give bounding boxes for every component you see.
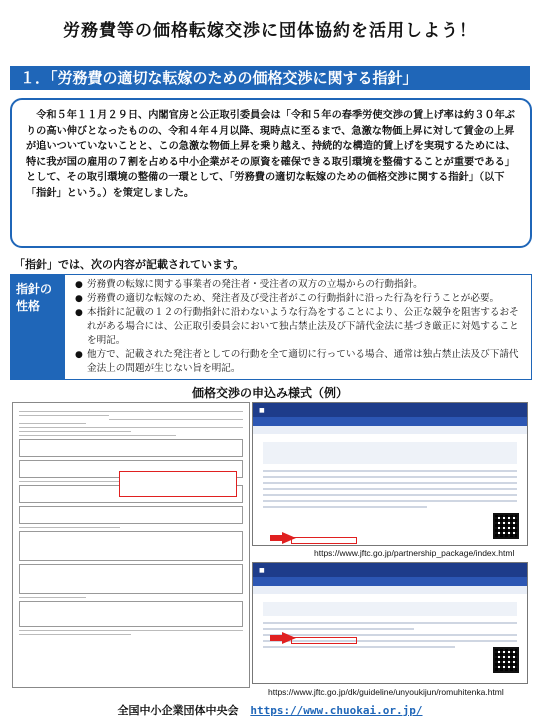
- footer-link[interactable]: https://www.chuokai.or.jp/: [250, 704, 423, 717]
- lead-text: 「指針」では、次の内容が記載されています。: [14, 258, 245, 271]
- intro-text: 令和５年１１月２９日、内閣官房と公正取引委員会は「令和５年の春季労使交渉の賃上げ率は約３０年ぶりの高い伸びとなったものの、令和４年４月以降、現時点に至るまで、急激な物価上昇に対して賃金の上昇が追いついていないことと、この急激な物価上昇を乗り越え、持続的な構造的賃上げを実現するためには、特に我が国の雇用の７割を占める中小企業がその原資を確保できる取引環境を整備することが重要である」として、その取引環境の整備の一環として、「労務費の適切な転嫁のための価格交渉に関する指針」（以下「指針」という。）を策定しました。: [26, 110, 516, 199]
- jftc-screenshot-1: [252, 402, 528, 546]
- highlight-box: [291, 637, 357, 644]
- form-caption: 価格交渉の申込み様式（例）: [191, 386, 348, 400]
- jftc-logo: ■: [259, 406, 265, 414]
- red-arrow-icon: [282, 532, 296, 544]
- red-arrow-icon: [282, 632, 296, 644]
- list-item: ● 労務費の適切な転嫁のため、発注者及び受注者がこの行動指針に沿った行為を行うことが必要。: [75, 292, 525, 306]
- guideline-header: 指針の性格: [11, 275, 65, 379]
- footer: [0, 702, 540, 718]
- jftc-screenshot-2: [252, 562, 528, 684]
- guideline-table: [10, 274, 532, 380]
- qr-code-icon: [493, 513, 519, 539]
- form-annotation: [119, 471, 237, 497]
- list-item: ● 労務費の転嫁に関する事業者の発注者・受注者の双方の立場からの行動指針。: [75, 278, 525, 292]
- qr-code-icon: [493, 647, 519, 673]
- intro-box: [10, 98, 532, 248]
- url-link[interactable]: https://www.jftc.go.jp/partnership_package/index.html: [314, 548, 515, 558]
- footer-org: 全国中小企業団体中央会: [117, 704, 239, 717]
- form-example-image: [12, 402, 250, 688]
- list-item: ● 本指針に記載の１２の行動指針に沿わないような行為をすることにより、公正な競争を阻害するおそれがある場合には、公正取引委員会において独占禁止法及び下請代金法に基づき厳正に対処することを明記。: [75, 306, 525, 348]
- highlight-box: [291, 537, 357, 544]
- page-title: 労務費等の価格転嫁交渉に団体協約を活用しよう！: [63, 21, 477, 41]
- list-item: ● 他方で、記載された発注者としての行動を全て適切に行っている場合、通常は独占禁止法及び下請代金法上の問題が生じない旨を明記。: [75, 348, 525, 376]
- jftc-logo: ■: [259, 566, 265, 574]
- guideline-list: [65, 275, 531, 379]
- url-link[interactable]: https://www.jftc.go.jp/dk/guideline/unyoukijun/romuhitenka.html: [268, 687, 504, 697]
- section-heading: １．「労務費の適切な転嫁のための価格交渉に関する指針」: [10, 66, 530, 90]
